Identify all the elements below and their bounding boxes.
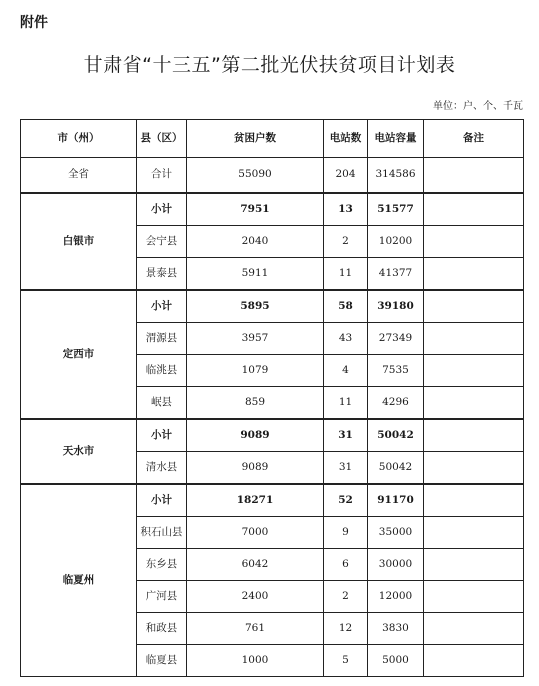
cell-remarks	[424, 517, 524, 549]
cell-stations: 52	[324, 484, 368, 517]
unit-note: 单位：户、个、千瓦	[433, 101, 523, 112]
cell-capacity: 7535	[368, 355, 424, 387]
province-households: 55090	[187, 158, 324, 194]
cell-remarks	[424, 452, 524, 485]
province-stations: 204	[324, 158, 368, 194]
city-name: 临夏州	[21, 484, 137, 677]
cell-capacity: 35000	[368, 517, 424, 549]
header-households: 贫困户数	[187, 120, 324, 158]
cell-remarks	[424, 387, 524, 420]
header-capacity: 电站容量	[368, 120, 424, 158]
header-county: 县（区）	[137, 120, 187, 158]
cell-households: 9089	[187, 419, 324, 452]
cell-capacity: 30000	[368, 549, 424, 581]
cell-capacity: 39180	[368, 290, 424, 323]
province-remarks	[424, 158, 524, 194]
cell-county: 积石山县	[137, 517, 187, 549]
cell-county: 会宁县	[137, 226, 187, 258]
city-name: 定西市	[21, 290, 137, 419]
cell-remarks	[424, 290, 524, 323]
cell-households: 7000	[187, 517, 324, 549]
cell-remarks	[424, 258, 524, 291]
cell-county: 小计	[137, 419, 187, 452]
cell-households: 5895	[187, 290, 324, 323]
header-stations: 电站数	[324, 120, 368, 158]
table-row	[21, 419, 524, 452]
cell-stations: 5	[324, 645, 368, 677]
cell-households: 761	[187, 613, 324, 645]
cell-stations: 2	[324, 581, 368, 613]
cell-stations: 11	[324, 387, 368, 420]
cell-remarks	[424, 419, 524, 452]
cell-remarks	[424, 645, 524, 677]
cell-county: 景泰县	[137, 258, 187, 291]
cell-households: 2400	[187, 581, 324, 613]
province-name: 全省	[21, 158, 137, 194]
cell-remarks	[424, 355, 524, 387]
cell-county: 广河县	[137, 581, 187, 613]
cell-capacity: 50042	[368, 452, 424, 485]
cell-capacity: 91170	[368, 484, 424, 517]
cell-stations: 58	[324, 290, 368, 323]
cell-remarks	[424, 484, 524, 517]
cell-households: 2040	[187, 226, 324, 258]
province-county: 合计	[137, 158, 187, 194]
cell-households: 7951	[187, 193, 324, 226]
cell-remarks	[424, 193, 524, 226]
table-header-row	[21, 120, 524, 158]
cell-households: 6042	[187, 549, 324, 581]
header-city: 市（州）	[21, 120, 137, 158]
cell-capacity: 3830	[368, 613, 424, 645]
cell-households: 18271	[187, 484, 324, 517]
cell-capacity: 27349	[368, 323, 424, 355]
page-title: 甘肃省“十三五”第二批光伏扶贫项目计划表	[83, 54, 456, 76]
cell-capacity: 5000	[368, 645, 424, 677]
cell-stations: 12	[324, 613, 368, 645]
province-total-row	[21, 158, 524, 194]
cell-remarks	[424, 549, 524, 581]
city-name: 天水市	[21, 419, 137, 484]
table-row	[21, 484, 524, 517]
cell-capacity: 51577	[368, 193, 424, 226]
header-remarks: 备注	[424, 120, 524, 158]
cell-stations: 13	[324, 193, 368, 226]
cell-capacity: 12000	[368, 581, 424, 613]
attachment-label: 附件	[20, 15, 48, 31]
cell-remarks	[424, 613, 524, 645]
cell-stations: 9	[324, 517, 368, 549]
cell-county: 小计	[137, 484, 187, 517]
cell-county: 小计	[137, 193, 187, 226]
cell-county: 和政县	[137, 613, 187, 645]
cell-households: 5911	[187, 258, 324, 291]
cell-county: 小计	[137, 290, 187, 323]
cell-county: 清水县	[137, 452, 187, 485]
cell-capacity: 50042	[368, 419, 424, 452]
cell-county: 临夏县	[137, 645, 187, 677]
cell-stations: 31	[324, 419, 368, 452]
cell-capacity: 10200	[368, 226, 424, 258]
cell-households: 1000	[187, 645, 324, 677]
cell-stations: 6	[324, 549, 368, 581]
cell-county: 东乡县	[137, 549, 187, 581]
plan-table	[20, 119, 524, 677]
cell-stations: 11	[324, 258, 368, 291]
cell-households: 1079	[187, 355, 324, 387]
cell-remarks	[424, 581, 524, 613]
cell-stations: 2	[324, 226, 368, 258]
cell-households: 3957	[187, 323, 324, 355]
cell-stations: 43	[324, 323, 368, 355]
cell-households: 859	[187, 387, 324, 420]
cell-remarks	[424, 323, 524, 355]
cell-capacity: 4296	[368, 387, 424, 420]
province-capacity: 314586	[368, 158, 424, 194]
cell-county: 临洮县	[137, 355, 187, 387]
table-row	[21, 193, 524, 226]
city-name: 白银市	[21, 193, 137, 290]
cell-county: 岷县	[137, 387, 187, 420]
cell-households: 9089	[187, 452, 324, 485]
cell-stations: 4	[324, 355, 368, 387]
table-row	[21, 290, 524, 323]
cell-stations: 31	[324, 452, 368, 485]
cell-county: 渭源县	[137, 323, 187, 355]
cell-remarks	[424, 226, 524, 258]
cell-capacity: 41377	[368, 258, 424, 291]
